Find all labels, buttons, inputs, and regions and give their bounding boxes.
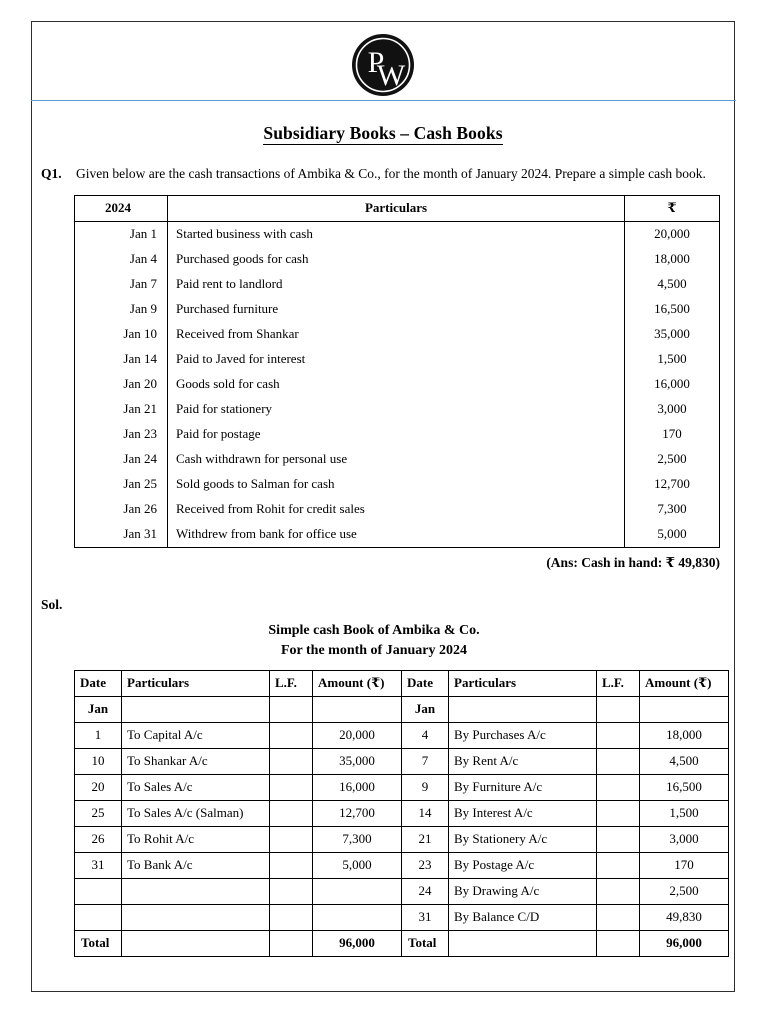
transactions-table — [74, 195, 720, 548]
cell-particulars: Withdrew from bank for office use — [168, 522, 625, 548]
cash-book-table-wrap — [74, 670, 734, 957]
cell-particulars: Received from Shankar — [168, 322, 625, 347]
total-row — [75, 930, 729, 956]
cell-date: Jan 26 — [75, 497, 168, 522]
cell-date: Jan 1 — [75, 221, 168, 247]
cell-dr-lf — [270, 748, 313, 774]
table-row — [75, 221, 720, 247]
cell-dr-amount: 20,000 — [313, 722, 402, 748]
cell-cr-date: 21 — [402, 826, 449, 852]
cell-dr-lf — [270, 826, 313, 852]
cell-dr-amount — [313, 904, 402, 930]
solution-label: Sol. — [41, 596, 63, 612]
cell-date: Jan 21 — [75, 397, 168, 422]
cell-particulars: Cash withdrawn for personal use — [168, 447, 625, 472]
cell-cr-total-particulars — [449, 930, 597, 956]
cell-amount: 2,500 — [657, 451, 687, 467]
cell-dr-particulars: To Sales A/c — [122, 774, 270, 800]
table-row — [75, 800, 729, 826]
cash-book-table — [74, 670, 729, 957]
cell-amount: 35,000 — [654, 326, 690, 342]
table-row — [75, 748, 729, 774]
cell-cr-amount: 2,500 — [640, 878, 729, 904]
cell-dr-lf — [270, 722, 313, 748]
cell-dr-amount — [313, 878, 402, 904]
col-header-dr-lf: L.F. — [270, 670, 313, 696]
cell-cr-lf — [597, 904, 640, 930]
cell-date: Jan 24 — [75, 447, 168, 472]
cell-dr-total-particulars — [122, 930, 270, 956]
cell-cr-amount: 18,000 — [640, 722, 729, 748]
cell-amount: 18,000 — [654, 251, 690, 267]
cell-cr-lf — [597, 800, 640, 826]
cell-dr-particulars: To Capital A/c — [122, 722, 270, 748]
cell-amount: 3,000 — [657, 401, 687, 417]
col-header-dr-particulars: Particulars — [122, 670, 270, 696]
table-row — [75, 322, 720, 347]
cell-cr-date: 14 — [402, 800, 449, 826]
cell-cr-date: 23 — [402, 852, 449, 878]
cell-dr-amount: 16,000 — [313, 774, 402, 800]
col-header-rupee: ₹ — [625, 195, 720, 221]
table-row — [75, 852, 729, 878]
cell-dr-total-lf — [270, 930, 313, 956]
cell-amount: 16,000 — [654, 376, 690, 392]
cell-dr-month: Jan — [75, 696, 122, 722]
cell-cr-lf — [597, 878, 640, 904]
col-header-dr-date: Date — [75, 670, 122, 696]
solution-title-line2: For the month of January 2024 — [280, 642, 468, 658]
cell-particulars: Paid rent to landlord — [168, 272, 625, 297]
table-row — [75, 826, 729, 852]
cell-dr-date: 31 — [75, 852, 122, 878]
table-row — [75, 372, 720, 397]
page-title — [32, 123, 734, 144]
cell-date: Jan 20 — [75, 372, 168, 397]
pw-logo-icon — [351, 33, 415, 97]
cell-amount: 4,500 — [657, 276, 687, 292]
cell-particulars: Goods sold for cash — [168, 372, 625, 397]
svg-text:P: P — [367, 45, 385, 79]
table-header-row — [75, 195, 720, 221]
cell-dr-total-amount: 96,000 — [313, 930, 402, 956]
cell-cr-particulars: By Purchases A/c — [449, 722, 597, 748]
cell-cr-lf — [597, 696, 640, 722]
cell-amount: 12,700 — [654, 476, 690, 492]
table-header-row — [75, 670, 729, 696]
cell-dr-date — [75, 904, 122, 930]
table-row — [75, 397, 720, 422]
cell-particulars: Paid for stationery — [168, 397, 625, 422]
table-row — [75, 878, 729, 904]
cell-cr-amount: 1,500 — [640, 800, 729, 826]
cell-cr-particulars: By Postage A/c — [449, 852, 597, 878]
cell-cr-lf — [597, 748, 640, 774]
cell-date: Jan 25 — [75, 472, 168, 497]
cell-dr-lf — [270, 904, 313, 930]
col-header-cr-amount: Amount (₹) — [640, 670, 729, 696]
cell-dr-date: 25 — [75, 800, 122, 826]
cell-dr-date: 10 — [75, 748, 122, 774]
cell-cr-date: 9 — [402, 774, 449, 800]
cell-cr-particulars — [449, 696, 597, 722]
cell-particulars: Purchased furniture — [168, 297, 625, 322]
cell-amount: 20,000 — [654, 226, 690, 242]
cell-dr-date: 20 — [75, 774, 122, 800]
cell-date: Jan 7 — [75, 272, 168, 297]
table-row — [75, 272, 720, 297]
cell-date: Jan 10 — [75, 322, 168, 347]
table-row — [75, 447, 720, 472]
cell-amount: 1,500 — [657, 351, 687, 367]
cell-amount: 5,000 — [657, 526, 687, 542]
cell-cr-amount: 3,000 — [640, 826, 729, 852]
table-row — [75, 422, 720, 447]
table-row — [75, 247, 720, 272]
cell-cr-total-amount: 96,000 — [640, 930, 729, 956]
cell-cr-particulars: By Balance C/D — [449, 904, 597, 930]
question-number: Q1. — [41, 166, 62, 181]
table-row — [75, 774, 729, 800]
header-divider — [31, 100, 736, 101]
cell-cr-lf — [597, 722, 640, 748]
svg-text:W: W — [376, 58, 406, 92]
cell-dr-amount: 12,700 — [313, 800, 402, 826]
table-row — [75, 522, 720, 548]
col-header-cr-date: Date — [402, 670, 449, 696]
cell-particulars: Purchased goods for cash — [168, 247, 625, 272]
cell-cr-particulars: By Interest A/c — [449, 800, 597, 826]
cell-particulars: Paid to Javed for interest — [168, 347, 625, 372]
cell-dr-lf — [270, 696, 313, 722]
cell-dr-total-label: Total — [75, 930, 122, 956]
cell-particulars: Sold goods to Salman for cash — [168, 472, 625, 497]
cell-dr-date: 1 — [75, 722, 122, 748]
cell-dr-lf — [270, 852, 313, 878]
cell-cr-amount: 4,500 — [640, 748, 729, 774]
page-title-text: Subsidiary Books – Cash Books — [263, 123, 503, 143]
table-row — [75, 722, 729, 748]
cell-cr-particulars: By Furniture A/c — [449, 774, 597, 800]
cell-amount: 170 — [662, 426, 682, 442]
cell-particulars: Started business with cash — [168, 221, 625, 247]
cell-cr-particulars: By Drawing A/c — [449, 878, 597, 904]
cell-cr-particulars: By Stationery A/c — [449, 826, 597, 852]
question-block — [32, 164, 734, 185]
cell-dr-particulars — [122, 696, 270, 722]
cell-particulars: Received from Rohit for credit sales — [168, 497, 625, 522]
cell-dr-amount: 7,300 — [313, 826, 402, 852]
solution-title — [32, 621, 734, 661]
cell-dr-particulars: To Bank A/c — [122, 852, 270, 878]
cell-dr-lf — [270, 800, 313, 826]
cell-dr-particulars: To Shankar A/c — [122, 748, 270, 774]
cell-dr-amount: 5,000 — [313, 852, 402, 878]
cell-dr-amount: 35,000 — [313, 748, 402, 774]
cell-dr-lf — [270, 774, 313, 800]
answer-note: (Ans: Cash in hand: ₹ 49,830) — [546, 554, 720, 570]
cell-date: Jan 9 — [75, 297, 168, 322]
cell-dr-lf — [270, 878, 313, 904]
cell-dr-date: 26 — [75, 826, 122, 852]
col-header-dr-amount: Amount (₹) — [313, 670, 402, 696]
table-row — [75, 297, 720, 322]
cell-cr-date: 4 — [402, 722, 449, 748]
cell-cr-amount: 170 — [640, 852, 729, 878]
col-header-cr-particulars: Particulars — [449, 670, 597, 696]
cell-cr-total-lf — [597, 930, 640, 956]
col-header-cr-lf: L.F. — [597, 670, 640, 696]
cell-dr-amount — [313, 696, 402, 722]
cell-dr-particulars — [122, 878, 270, 904]
cell-dr-date — [75, 878, 122, 904]
cell-cr-date: 7 — [402, 748, 449, 774]
cell-cr-date: 31 — [402, 904, 449, 930]
cell-dr-particulars — [122, 904, 270, 930]
question-text: Given below are the cash transactions of Ambika & Co., for the month of January 2024. Prepare a simple cash book. — [76, 166, 706, 181]
col-header-year: 2024 — [75, 195, 168, 221]
table-row — [75, 904, 729, 930]
cell-cr-lf — [597, 774, 640, 800]
document-page — [31, 21, 735, 992]
table-row — [75, 347, 720, 372]
cell-amount: 7,300 — [657, 501, 687, 517]
cell-cr-total-label: Total — [402, 930, 449, 956]
table-row — [75, 472, 720, 497]
cell-cr-particulars: By Rent A/c — [449, 748, 597, 774]
transactions-table-wrap — [74, 195, 720, 548]
month-row — [75, 696, 729, 722]
solution-title-line1: Simple cash Book of Ambika & Co. — [268, 622, 480, 638]
cell-date: Jan 14 — [75, 347, 168, 372]
cell-cr-amount: 49,830 — [640, 904, 729, 930]
cell-cr-lf — [597, 826, 640, 852]
cell-cr-lf — [597, 852, 640, 878]
cell-dr-particulars: To Sales A/c (Salman) — [122, 800, 270, 826]
cell-date: Jan 23 — [75, 422, 168, 447]
cell-cr-amount: 16,500 — [640, 774, 729, 800]
page-header — [32, 22, 734, 100]
cell-date: Jan 31 — [75, 522, 168, 548]
cell-date: Jan 4 — [75, 247, 168, 272]
cell-dr-particulars: To Rohit A/c — [122, 826, 270, 852]
table-row — [75, 497, 720, 522]
cell-cr-date: 24 — [402, 878, 449, 904]
cell-particulars: Paid for postage — [168, 422, 625, 447]
cell-cr-amount — [640, 696, 729, 722]
col-header-particulars: Particulars — [168, 195, 625, 221]
cell-cr-month: Jan — [402, 696, 449, 722]
cell-amount: 16,500 — [654, 301, 690, 317]
